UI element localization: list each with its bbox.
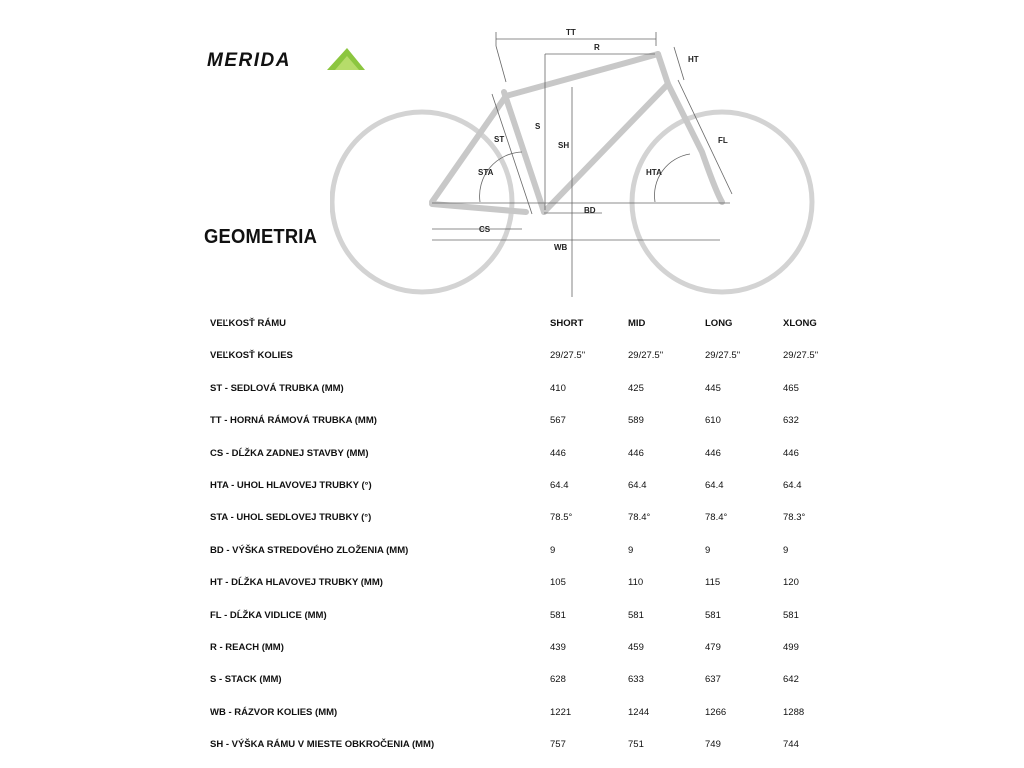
header-size: SHORT [550, 318, 584, 329]
row-label: R - REACH (MM) [210, 641, 284, 653]
row-value: 581 [550, 609, 566, 621]
table-row [210, 502, 850, 534]
row-value: 567 [550, 415, 566, 427]
table-header-row [210, 308, 850, 340]
row-value: 446 [550, 447, 566, 459]
row-label: STA - UHOL SEDLOVEJ TRUBKY (°) [210, 512, 372, 524]
row-value: 1266 [705, 706, 727, 718]
head-tube [658, 54, 668, 84]
row-value: 78.4° [705, 512, 728, 524]
row-label: TT - HORNÁ RÁMOVÁ TRUBKA (MM) [210, 415, 377, 427]
row-label: BD - VÝŠKA STREDOVÉHO ZLOŽENIA (MM) [210, 544, 409, 556]
table-row [210, 697, 850, 729]
row-value: 425 [628, 382, 644, 394]
row-label: HT - DĹŽKA HLAVOVEJ TRUBKY (MM) [210, 577, 383, 589]
label-sta: STA [478, 168, 494, 177]
row-value: 110 [628, 577, 644, 589]
row-value: 581 [628, 609, 644, 621]
row-value: 446 [783, 447, 799, 459]
label-sh: SH [558, 141, 570, 150]
row-label: WB - RÁZVOR KOLIES (MM) [210, 706, 338, 718]
header-size: MID [628, 318, 646, 329]
table-row [210, 340, 850, 372]
table-row [210, 438, 850, 470]
row-value: 64.4 [550, 479, 569, 491]
table-row [210, 470, 850, 502]
row-value: 29/27.5" [628, 350, 664, 362]
row-value: 64.4 [628, 479, 647, 491]
row-value: 757 [550, 739, 566, 751]
table-row [210, 535, 850, 567]
row-value: 29/27.5" [783, 350, 819, 362]
label-tt: TT [566, 28, 576, 37]
row-value: 410 [550, 382, 566, 394]
row-value: 105 [550, 577, 566, 589]
table-row [210, 632, 850, 664]
row-value: 633 [628, 674, 644, 686]
fork [668, 84, 722, 202]
row-value: 581 [705, 609, 721, 621]
table-row [210, 729, 850, 761]
row-value: 465 [783, 382, 799, 394]
row-value: 64.4 [783, 479, 802, 491]
row-value: 1221 [550, 706, 572, 718]
table-row [210, 567, 850, 599]
row-label: SH - VÝŠKA RÁMU V MIESTE OBKROČENIA (MM) [210, 739, 435, 751]
row-value: 499 [783, 641, 799, 653]
row-value: 459 [628, 641, 644, 653]
row-value: 115 [705, 577, 721, 589]
dimension-lines [432, 32, 732, 297]
label-bd: BD [584, 206, 596, 215]
row-label: CS - DĹŽKA ZADNEJ STAVBY (MM) [210, 447, 369, 459]
tt-slope-guide [496, 46, 506, 82]
top-tube [506, 54, 658, 96]
row-value: 29/27.5" [705, 350, 741, 362]
row-value: 1244 [628, 706, 650, 718]
label-st: ST [494, 135, 505, 144]
row-value: 589 [628, 415, 644, 427]
ht-dimension [674, 47, 684, 80]
row-value: 581 [783, 609, 799, 621]
table-row [210, 664, 850, 696]
row-value: 78.5° [550, 512, 573, 524]
row-value: 632 [783, 415, 799, 427]
row-value: 446 [705, 447, 721, 459]
row-label: ST - SEDLOVÁ TRUBKA (MM) [210, 382, 344, 394]
row-value: 64.4 [705, 479, 724, 491]
row-value: 120 [783, 577, 799, 589]
row-label: S - STACK (MM) [210, 674, 282, 686]
label-fl: FL [718, 136, 728, 145]
row-value: 642 [783, 674, 799, 686]
row-value: 9 [550, 544, 556, 556]
label-cs: CS [479, 225, 491, 234]
hta-angle-arc [654, 154, 690, 202]
row-value: 1288 [783, 706, 805, 718]
row-value: 610 [705, 415, 721, 427]
row-value: 29/27.5" [550, 350, 586, 362]
label-hta: HTA [646, 168, 662, 177]
bike-geometry-diagram [330, 22, 830, 302]
row-label: FL - DĹŽKA VIDLICE (MM) [210, 609, 327, 621]
label-s: S [535, 122, 541, 131]
geometry-table [210, 308, 850, 761]
table-row [210, 405, 850, 437]
row-label: HTA - UHOL HLAVOVEJ TRUBKY (°) [210, 479, 372, 491]
table-row [210, 373, 850, 405]
label-ht: HT [688, 55, 699, 64]
row-value: 9 [705, 544, 711, 556]
row-value: 445 [705, 382, 721, 394]
row-value: 479 [705, 641, 721, 653]
row-value: 78.4° [628, 512, 651, 524]
row-value: 78.3° [783, 512, 806, 524]
page-title: GEOMETRIA [204, 226, 318, 248]
header-size: XLONG [783, 318, 817, 329]
label-wb: WB [554, 243, 568, 252]
row-value: 9 [628, 544, 634, 556]
row-value: 446 [628, 447, 644, 459]
row-label: VEĽKOSŤ KOLIES [210, 350, 293, 362]
row-value: 637 [705, 674, 721, 686]
row-value: 9 [783, 544, 789, 556]
bike-frame [432, 54, 722, 212]
merida-logo-wordmark: MERIDA [207, 50, 291, 71]
row-value: 749 [705, 739, 721, 751]
label-r: R [594, 43, 600, 52]
row-value: 744 [783, 739, 799, 751]
table-row [210, 600, 850, 632]
row-value: 628 [550, 674, 566, 686]
rear-wheel [332, 112, 512, 292]
row-value: 439 [550, 641, 566, 653]
header-size: LONG [705, 318, 733, 329]
row-value: 751 [628, 739, 644, 751]
header-label: VEĽKOSŤ RÁMU [210, 318, 286, 329]
